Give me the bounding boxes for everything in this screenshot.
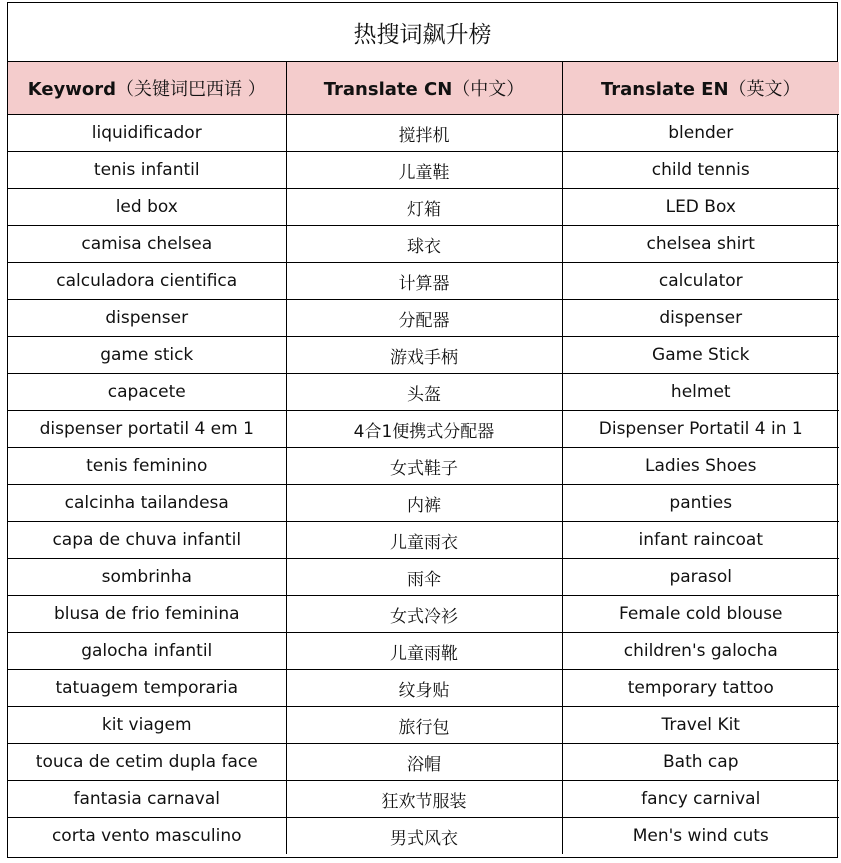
header-translate-cn xyxy=(286,62,562,115)
translate-cn-cell: 女式鞋子 xyxy=(286,448,562,485)
translate-en-cell: Dispenser Portatil 4 in 1 xyxy=(562,411,839,448)
table-row xyxy=(8,374,839,411)
table-title: 热搜词飙升榜 xyxy=(8,3,837,62)
keyword-cell: game stick xyxy=(8,337,286,374)
translate-cn-cell: 分配器 xyxy=(286,300,562,337)
translate-en-cell: infant raincoat xyxy=(562,522,839,559)
translate-cn-cell: 儿童雨衣 xyxy=(286,522,562,559)
translate-cn-cell: 儿童鞋 xyxy=(286,152,562,189)
keyword-cell: calculadora cientifica xyxy=(8,263,286,300)
keyword-cell: galocha infantil xyxy=(8,633,286,670)
translate-cn-cell: 旅行包 xyxy=(286,707,562,744)
translate-cn-cell: 女式冷衫 xyxy=(286,596,562,633)
table-row xyxy=(8,781,839,818)
translate-cn-cell: 纹身贴 xyxy=(286,670,562,707)
translate-en-cell: Travel Kit xyxy=(562,707,839,744)
keyword-cell: liquidificador xyxy=(8,115,286,152)
table-row xyxy=(8,485,839,522)
keyword-cell: tatuagem temporaria xyxy=(8,670,286,707)
translate-cn-cell: 狂欢节服装 xyxy=(286,781,562,818)
header-translate-cn-en: Translate CN xyxy=(323,79,453,100)
keyword-cell: dispenser xyxy=(8,300,286,337)
table-row xyxy=(8,226,839,263)
header-row xyxy=(8,62,839,115)
translate-en-cell: calculator xyxy=(562,263,839,300)
keyword-cell: corta vento masculino xyxy=(8,818,286,855)
table-row xyxy=(8,707,839,744)
translate-en-cell: Ladies Shoes xyxy=(562,448,839,485)
translate-en-cell: dispenser xyxy=(562,300,839,337)
header-translate-en-cn: （英文） xyxy=(728,79,801,100)
translate-en-cell: children's galocha xyxy=(562,633,839,670)
keyword-cell: tenis feminino xyxy=(8,448,286,485)
table-row xyxy=(8,818,839,855)
table-row xyxy=(8,115,839,152)
translate-en-cell: Female cold blouse xyxy=(562,596,839,633)
keyword-cell: blusa de frio feminina xyxy=(8,596,286,633)
table-row xyxy=(8,633,839,670)
header-translate-cn-cn: （中文） xyxy=(452,79,525,100)
header-keyword-cn: （关键词巴西语 ） xyxy=(116,79,266,100)
keyword-cell: sombrinha xyxy=(8,559,286,596)
keyword-cell: kit viagem xyxy=(8,707,286,744)
table-row xyxy=(8,596,839,633)
table-row xyxy=(8,448,839,485)
header-translate-en xyxy=(562,62,839,115)
table-row xyxy=(8,522,839,559)
translate-en-cell: helmet xyxy=(562,374,839,411)
translate-cn-cell: 球衣 xyxy=(286,226,562,263)
table-row xyxy=(8,263,839,300)
translate-en-cell: panties xyxy=(562,485,839,522)
translate-en-cell: child tennis xyxy=(562,152,839,189)
translate-en-cell: Bath cap xyxy=(562,744,839,781)
table-row xyxy=(8,189,839,226)
keyword-cell: fantasia carnaval xyxy=(8,781,286,818)
translate-cn-cell: 内裤 xyxy=(286,485,562,522)
translate-cn-cell: 儿童雨靴 xyxy=(286,633,562,670)
translate-cn-cell: 搅拌机 xyxy=(286,115,562,152)
header-keyword xyxy=(8,62,286,115)
translate-en-cell: parasol xyxy=(562,559,839,596)
keyword-cell: dispenser portatil 4 em 1 xyxy=(8,411,286,448)
keyword-cell: tenis infantil xyxy=(8,152,286,189)
keyword-cell: capa de chuva infantil xyxy=(8,522,286,559)
keyword-table-sheet xyxy=(7,2,838,858)
translate-cn-cell: 游戏手柄 xyxy=(286,337,562,374)
translate-en-cell: Men's wind cuts xyxy=(562,818,839,855)
table-row xyxy=(8,559,839,596)
translate-en-cell: LED Box xyxy=(562,189,839,226)
keyword-table xyxy=(8,62,839,854)
translate-en-cell: blender xyxy=(562,115,839,152)
translate-en-cell: chelsea shirt xyxy=(562,226,839,263)
table-row xyxy=(8,744,839,781)
header-keyword-en: Keyword xyxy=(27,79,117,100)
translate-en-cell: temporary tattoo xyxy=(562,670,839,707)
table-row xyxy=(8,152,839,189)
translate-cn-cell: 4合1便携式分配器 xyxy=(286,411,562,448)
table-row xyxy=(8,670,839,707)
translate-cn-cell: 男式风衣 xyxy=(286,818,562,855)
translate-en-cell: fancy carnival xyxy=(562,781,839,818)
table-row xyxy=(8,337,839,374)
translate-cn-cell: 头盔 xyxy=(286,374,562,411)
keyword-cell: capacete xyxy=(8,374,286,411)
table-body xyxy=(8,115,839,855)
keyword-cell: touca de cetim dupla face xyxy=(8,744,286,781)
keyword-cell: led box xyxy=(8,189,286,226)
translate-en-cell: Game Stick xyxy=(562,337,839,374)
translate-cn-cell: 浴帽 xyxy=(286,744,562,781)
keyword-cell: camisa chelsea xyxy=(8,226,286,263)
translate-cn-cell: 计算器 xyxy=(286,263,562,300)
translate-cn-cell: 灯箱 xyxy=(286,189,562,226)
translate-cn-cell: 雨伞 xyxy=(286,559,562,596)
table-row xyxy=(8,300,839,337)
table-row xyxy=(8,411,839,448)
keyword-cell: calcinha tailandesa xyxy=(8,485,286,522)
header-translate-en-en: Translate EN xyxy=(600,79,729,100)
